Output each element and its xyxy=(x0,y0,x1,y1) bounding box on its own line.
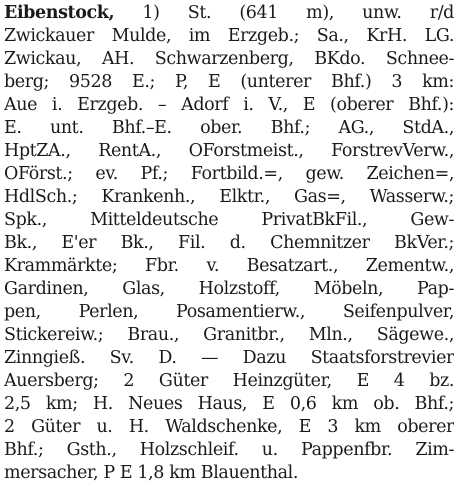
entry-line-7: HptZA., RentA., OForstmeist., ForstrevVerw., xyxy=(4,141,454,161)
entry-line-16: Zinngieß. Sv. D. — Dazu Staatsforstrevier xyxy=(4,348,454,368)
entry-line-12: Krammärkte; Fbr. v. Besatzart., Zementw., xyxy=(4,256,454,276)
entry-line-10: Spk., Mitteldeutsche PrivatBkFil., Gew- xyxy=(4,210,454,230)
entry-line-1 xyxy=(4,2,454,25)
entry-line-21: mersacher, P E 1,8 km Blauenthal. xyxy=(4,463,299,483)
entry-line-19: 2 Güter u. H. Waldschenke, E 3 km oberer xyxy=(4,417,454,437)
entry-line-8: OFörst.; ev. Pf.; Fortbild.=, gew. Zeichen=, xyxy=(4,164,454,184)
entry-line-6: E. unt. Bhf.–E. ober. Bhf.; AG., StdA., xyxy=(4,118,454,138)
entry-line-3: Zwickau, AH. Schwarzenberg, BKdo. Schnee- xyxy=(4,49,454,69)
entry-line-9: HdlSch.; Krankenh., Elktr., Gas=, Wasserw.; xyxy=(4,187,454,207)
entry-line-14: pen, Perlen, Posamentierw., Seifenpulver, xyxy=(4,302,454,322)
entry-line-11: Bk., E'er Bk., Fil. d. Chemnitzer BkVer.; xyxy=(4,233,454,253)
headword: Eibenstock, xyxy=(4,3,115,23)
entry-line-18: 2,5 km; H. Neues Haus, E 0,6 km ob. Bhf.; xyxy=(4,394,454,414)
entry-line-5: Aue i. Erzgeb. – Adorf i. V., E (oberer Bhf.): xyxy=(4,95,454,115)
entry-line-17: Auersberg; 2 Güter Heinzgüter, E 4 bz. xyxy=(4,371,454,391)
entry-line-2: Zwickauer Mulde, im Erzgeb.; Sa., KrH. LG. xyxy=(4,26,454,46)
entry-line-15: Stickereiw.; Brau., Granitbr., Mln., Sägewe., xyxy=(4,325,454,345)
line-text: 1) St. (641 m), unw. r/d xyxy=(142,3,454,23)
entry-line-4: berg; 9528 E.; P, E (unterer Bhf.) 3 km: xyxy=(4,72,454,92)
entry-line-13: Gardinen, Glas, Holzstoff, Möbeln, Pap- xyxy=(4,279,454,299)
entry-line-20: Bhf.; Gsth., Holzschleif. u. Pappenfbr. Zim- xyxy=(4,440,454,460)
